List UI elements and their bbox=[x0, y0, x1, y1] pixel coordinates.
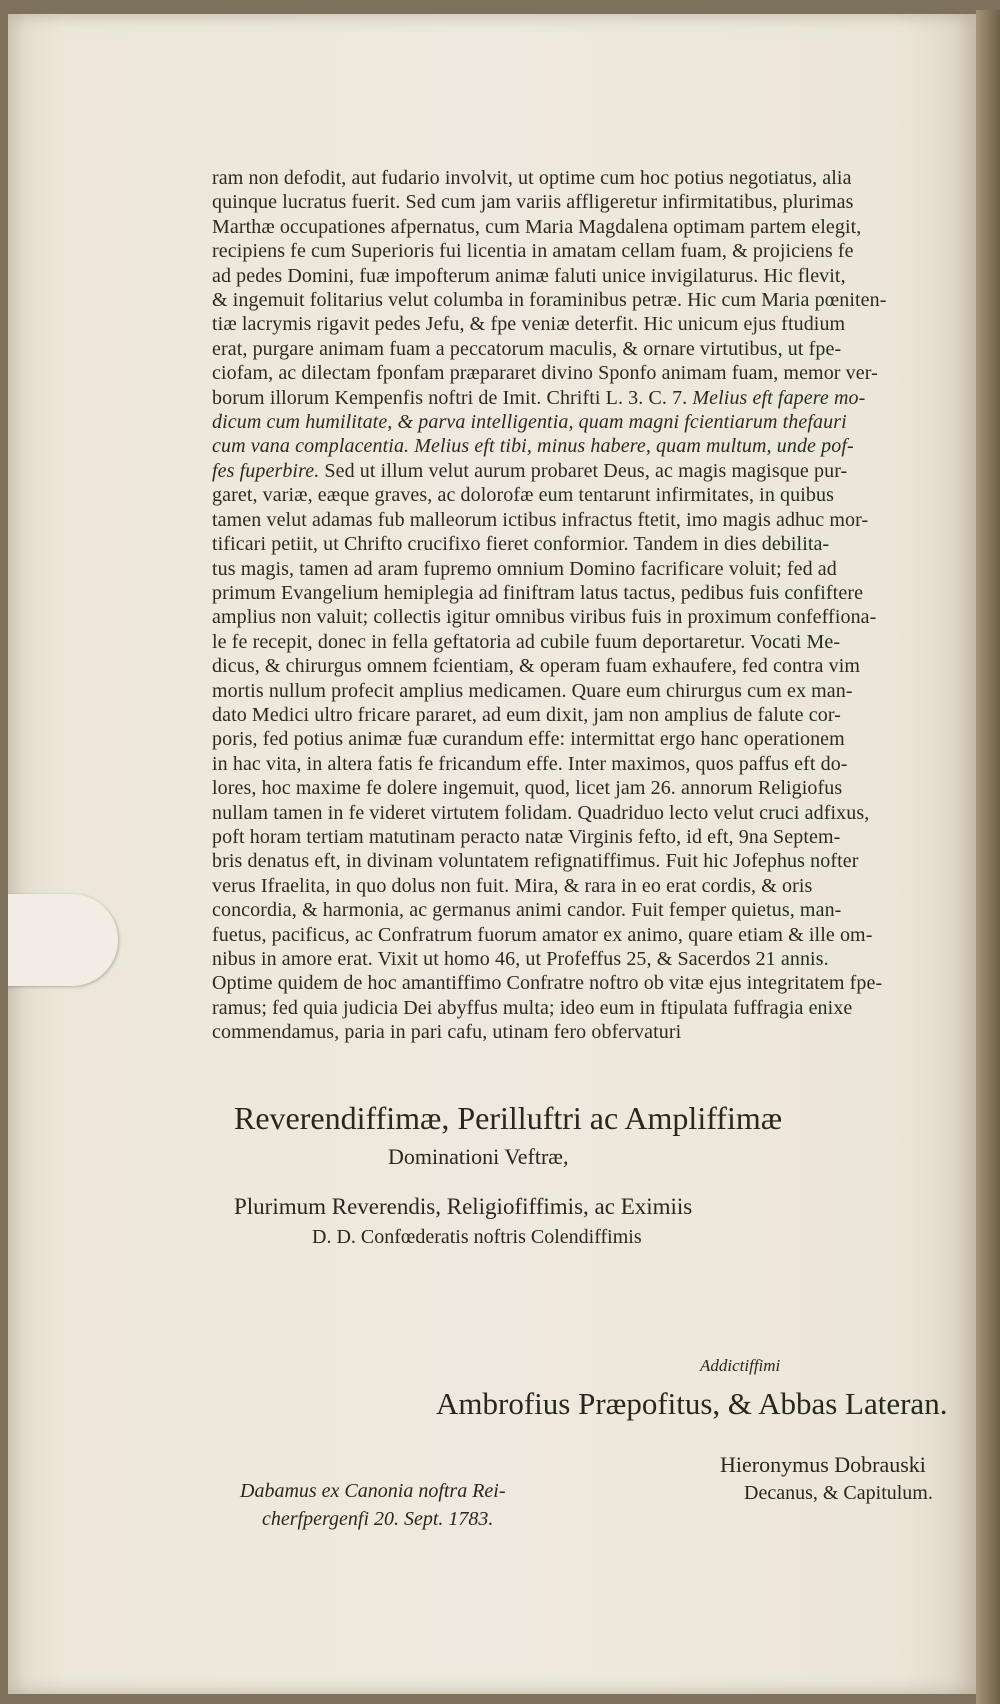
body-line: bris denatus eft, in divinam voluntatem refignatiffimus. Fuit hic Jofephus nofter bbox=[212, 850, 859, 873]
body-line: Optime quidem de hoc amantiffimo Confratre noftro ob vitæ ejus integritatem fpe- bbox=[212, 972, 883, 995]
body-line: tificari petiit, ut Chrifto crucifixo fieret conformior. Tandem in dies debilita- bbox=[212, 533, 830, 556]
letter-body bbox=[212, 166, 966, 1045]
body-line-quote-start bbox=[212, 386, 966, 410]
quote-italic: fes fuperbire. bbox=[212, 459, 320, 482]
body-line: tus magis, tamen ad aram fupremo omnium Domino facrificare voluit; fed ad bbox=[212, 557, 837, 580]
paper-tab bbox=[8, 894, 118, 986]
dateline-line-1: Dabamus ex Canonia noftra Rei- bbox=[240, 1480, 506, 1502]
document-page bbox=[8, 14, 976, 1694]
body-line-quote: cum vana complacentia. Melius eft tibi, minus habere, quam multum, unde pof- bbox=[212, 435, 854, 458]
body-line: garet, variæ, eæque graves, ac dolorofæ eum tentarunt infirmitates, in quibus bbox=[212, 484, 834, 507]
salutation-line-2: Dominationi Veftræ, bbox=[388, 1144, 569, 1169]
body-line: recipiens fe cum Superioris fui licentia in amatam cellam fuam, & projiciens fe bbox=[212, 240, 854, 263]
body-line: primum Evangelium hemiplegia ad finiftram latus tactus, pedibus fuis confiftere bbox=[212, 581, 864, 604]
body-line: ram non defodit, aut fudario involvit, ut optime cum hoc potius negotiatus, alia bbox=[212, 167, 852, 189]
dateline-line-2: cherfpergenfi 20. Sept. 1783. bbox=[262, 1508, 494, 1530]
body-line: ciofam, ac dilectam fponfam præpararet divino Sponfo animam fuam, memor ver- bbox=[212, 362, 878, 385]
signature-name: Ambrofius Præpofitus, & Abbas Lateran. bbox=[436, 1386, 948, 1421]
body-line: Marthæ occupationes afpernatus, cum Maria Magdalena optimam partem elegit, bbox=[212, 215, 862, 238]
body-line: fuetus, pacificus, ac Confratrum fuorum amator ex animo, quare etiam & ille om- bbox=[212, 923, 873, 946]
body-line: tamen velut adamas fub malleorum ictibus infractus ftetit, imo magis adhuc mor- bbox=[212, 508, 869, 531]
body-line: nibus in amore erat. Vixit ut homo 46, ut Profeffus 25, & Sacerdos 21 annis. bbox=[212, 948, 829, 970]
salutation-line-3: Plurimum Reverendis, Religiofiffimis, ac Eximiis bbox=[234, 1194, 693, 1219]
body-line-quote-end bbox=[212, 459, 966, 483]
body-line-quote: dicum cum humilitate, & parva intelligentia, quam magni fcientiarum thefauri bbox=[212, 411, 847, 434]
body-line: ramus; fed quia judicia Dei abyffus multa; ideo eum in ftipulata fuffragia enixe bbox=[212, 996, 853, 1019]
body-line: quinque lucratus fuerit. Sed cum jam variis affligeretur infirmitatibus, plurimas bbox=[212, 191, 854, 214]
co-signer-name: Hieronymus Dobrauski bbox=[720, 1452, 926, 1477]
body-line: erat, purgare animam fuam a peccatorum maculis, & ornare virtutibus, ut fpe- bbox=[212, 337, 842, 360]
body-line: amplius non valuit; collectis igitur omnibus viribus fuis in proximum confeffiona- bbox=[212, 606, 877, 629]
body-line: poris, fed potius animæ fuæ curandum effe: intermittat ergo hanc operationem bbox=[212, 728, 845, 751]
signature-addictissimi: Addictiffimi bbox=[700, 1356, 781, 1375]
quote-italic: Melius eft fapere mo- bbox=[692, 386, 866, 409]
body-line: lores, hoc maxime fe dolere ingemuit, quod, licet jam 26. annorum Religiofus bbox=[212, 777, 843, 800]
quote-prefix: borum illorum Kempenfis noftri de Imit. Chrifti L. 3. C. 7. bbox=[212, 386, 693, 409]
body-line: mortis nullum profecit amplius medicamen. Quare eum chirurgus cum ex man- bbox=[212, 679, 853, 702]
page-edge-shadow bbox=[976, 10, 1000, 1704]
body-line: nullam tamen in fe videret virtutem folidam. Quadriduo lecto velut cruci adfixus, bbox=[212, 801, 870, 824]
body-line: poft horam tertiam matutinam peracto natæ Virginis fefto, id eft, 9na Septem- bbox=[212, 825, 841, 848]
salutation-line-4: D. D. Confœderatis noftris Colendiffimis bbox=[312, 1226, 642, 1248]
body-line: tiæ lacrymis rigavit pedes Jefu, & fpe veniæ deterfit. Hic unicum ejus ftudium bbox=[212, 313, 846, 336]
body-line: dicus, & chirurgus omnem fcientiam, & operam fuam exhaufere, fed contra vim bbox=[212, 655, 861, 678]
quote-rest: Sed ut illum velut aurum probaret Deus, ac magis magisque pur- bbox=[319, 459, 848, 482]
body-line: concordia, & harmonia, ac germanus animi candor. Fuit femper quietus, man- bbox=[212, 899, 842, 922]
body-line: & ingemuit folitarius velut columba in foraminibus petræ. Hic cum Maria pœniten- bbox=[212, 289, 887, 312]
co-signer-title: Decanus, & Capitulum. bbox=[744, 1482, 933, 1504]
salutation-line-1: Reverendiffimæ, Perilluftri ac Ampliffimæ bbox=[234, 1100, 783, 1136]
body-line: in hac vita, in altera fatis fe fricandum effe. Inter maximos, quos paffus eft do- bbox=[212, 752, 848, 775]
body-line: le fe recepit, donec in fella geftatoria ad cubile fuum deportaretur. Vocati Me- bbox=[212, 630, 841, 653]
body-line: verus Ifraelita, in quo dolus non fuit. Mira, & rara in eo erat cordis, & oris bbox=[212, 874, 813, 897]
body-line: commendamus, paria in pari cafu, utinam fero obfervaturi bbox=[212, 1021, 682, 1044]
body-line: dato Medici ultro fricare pararet, ad eum dixit, jam non amplius de falute cor- bbox=[212, 703, 841, 726]
body-line: ad pedes Domini, fuæ impofterum animæ faluti unice invigilaturus. Hic flevit, bbox=[212, 264, 846, 287]
